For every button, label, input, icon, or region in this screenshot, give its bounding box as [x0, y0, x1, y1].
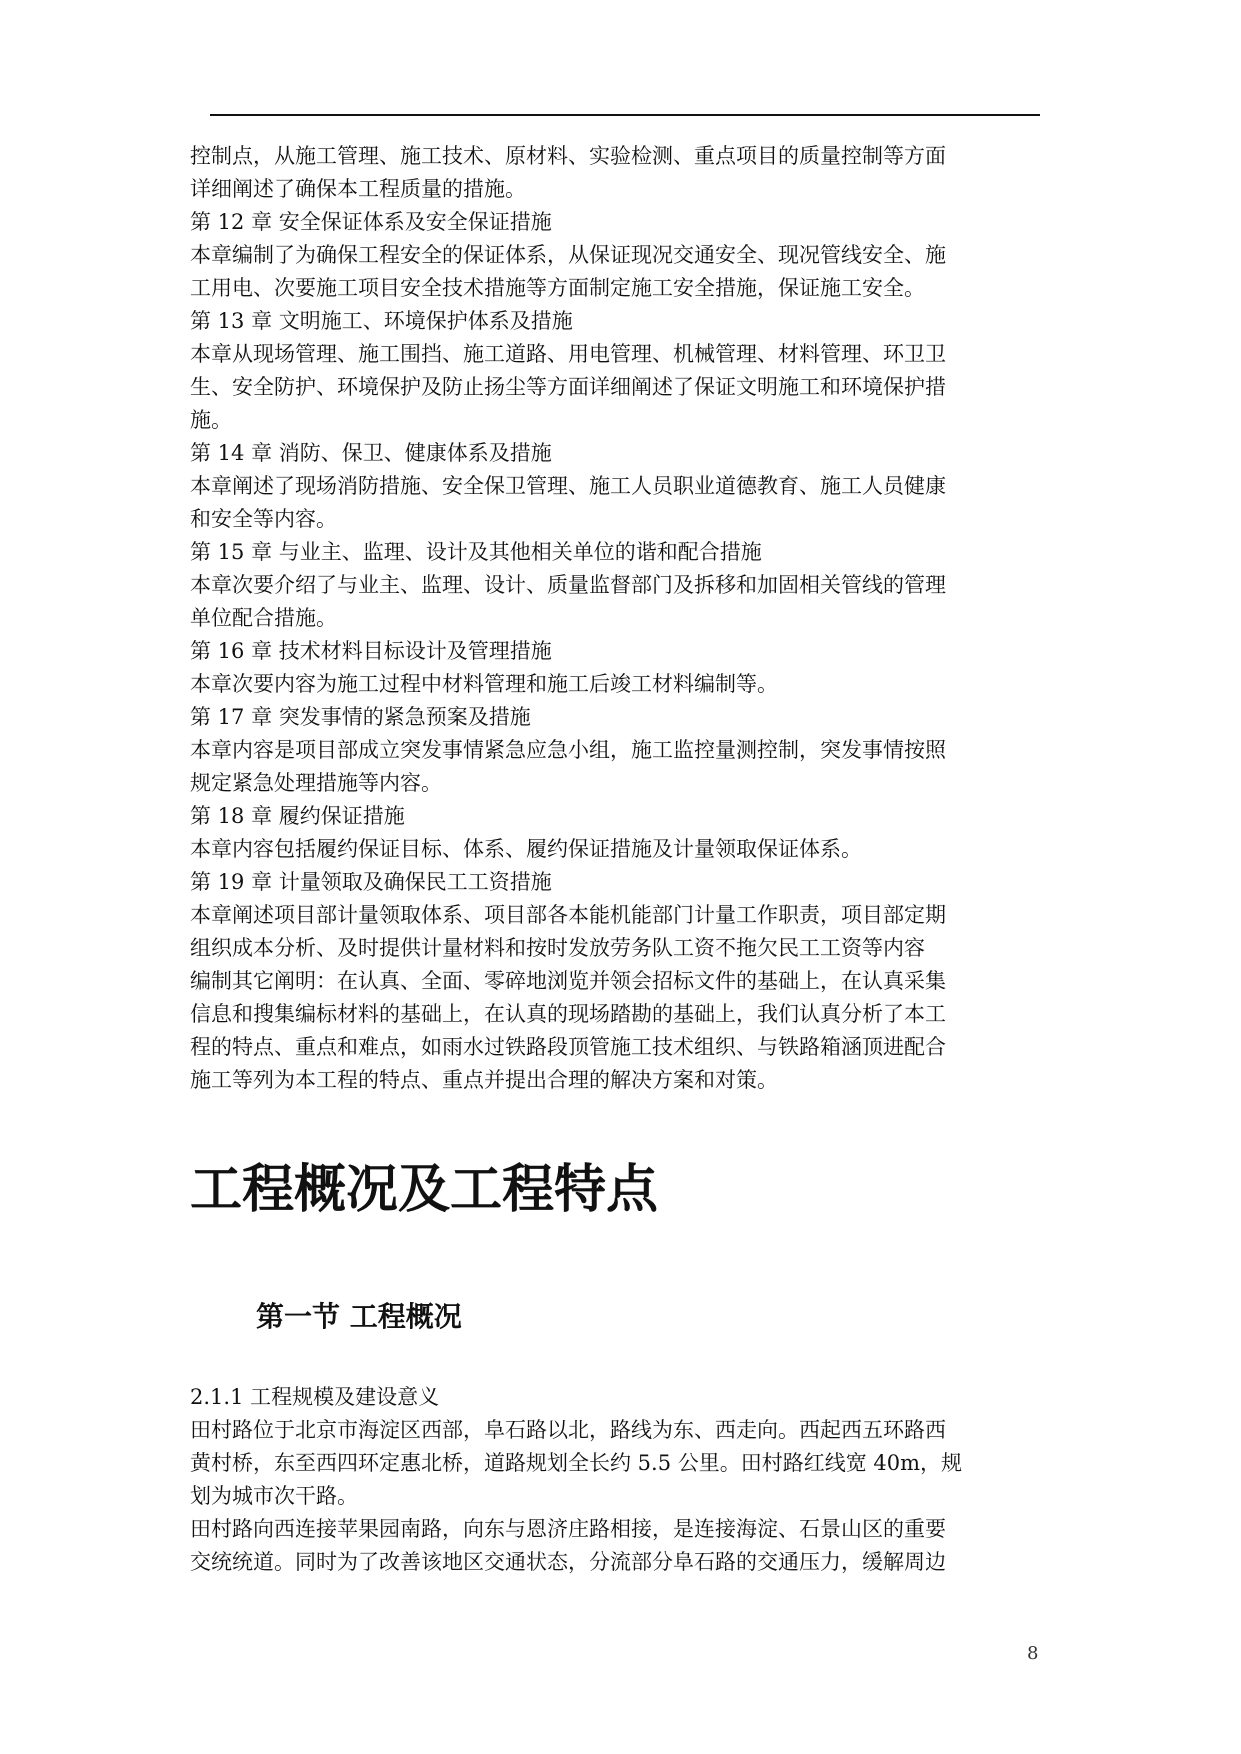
subsection-heading: 2.1.1 工程规模及建设意义	[190, 1385, 440, 1409]
chapter-heading: 第 18 章 履约保证措施	[190, 804, 405, 828]
page-title: 工程概况及工程特点	[190, 1160, 659, 1220]
text-line: 详细阐述了确保本工程质量的措施。	[190, 177, 526, 201]
text-line: 本章次要内容为施工过程中材料管理和施工后竣工材料编制等。	[190, 672, 778, 696]
header-rule	[210, 114, 1040, 116]
chapter-heading: 第 14 章 消防、保卫、健康体系及措施	[190, 441, 552, 465]
text-line: 划为城市次干路。	[190, 1484, 358, 1508]
text-line: 交统统道。同时为了改善该地区交通状态，分流部分阜石路的交通压力，缓解周边	[190, 1550, 946, 1574]
text-line: 本章阐述项目部计量领取体系、项目部各本能机能部门计量工作职责，项目部定期	[190, 903, 946, 927]
text-line: 工用电、次要施工项目安全技术措施等方面制定施工安全措施，保证施工安全。	[190, 276, 925, 300]
chapter-heading: 第 15 章 与业主、监理、设计及其他相关单位的谐和配合措施	[190, 540, 762, 564]
chapter-heading: 第 17 章 突发事情的紧急预案及措施	[190, 705, 531, 729]
text-line: 本章内容包括履约保证目标、体系、履约保证措施及计量领取保证体系。	[190, 837, 862, 861]
text-line: 编制其它阐明：在认真、全面、零碎地浏览并领会招标文件的基础上，在认真采集	[190, 969, 946, 993]
text-line: 生、安全防护、环境保护及防止扬尘等方面详细阐述了保证文明施工和环境保护措	[190, 375, 946, 399]
text-line: 控制点，从施工管理、施工技术、原材料、实验检测、重点项目的质量控制等方面	[190, 144, 946, 168]
text-line: 本章次要介绍了与业主、监理、设计、质量监督部门及拆移和加固相关管线的管理	[190, 573, 946, 597]
text-line: 信息和搜集编标材料的基础上，在认真的现场踏勘的基础上，我们认真分析了本工	[190, 1002, 946, 1026]
text-line: 施。	[190, 408, 232, 432]
text-line: 本章内容是项目部成立突发事情紧急应急小组，施工监控量测控制，突发事情按照	[190, 738, 946, 762]
text-line: 本章从现场管理、施工围挡、施工道路、用电管理、机械管理、材料管理、环卫卫	[190, 342, 946, 366]
text-line: 施工等列为本工程的特点、重点并提出合理的解决方案和对策。	[190, 1068, 778, 1092]
page-number: 8	[1027, 1643, 1039, 1664]
text-line: 规定紧急处理措施等内容。	[190, 771, 442, 795]
text-line: 本章编制了为确保工程安全的保证体系，从保证现况交通安全、现况管线安全、施	[190, 243, 946, 267]
text-line: 程的特点、重点和难点，如雨水过铁路段顶管施工技术组织、与铁路箱涵顶进配合	[190, 1035, 946, 1059]
text-line: 本章阐述了现场消防措施、安全保卫管理、施工人员职业道德教育、施工人员健康	[190, 474, 946, 498]
chapter-heading: 第 12 章 安全保证体系及安全保证措施	[190, 210, 552, 234]
chapter-heading: 第 13 章 文明施工、环境保护体系及措施	[190, 309, 573, 333]
text-line: 田村路位于北京市海淀区西部，阜石路以北，路线为东、西走向。西起西五环路西	[190, 1418, 946, 1442]
text-line: 田村路向西连接苹果园南路，向东与恩济庄路相接，是连接海淀、石景山区的重要	[190, 1517, 946, 1541]
chapter-heading: 第 19 章 计量领取及确保民工工资措施	[190, 870, 552, 894]
chapter-heading: 第 16 章 技术材料目标设计及管理措施	[190, 639, 552, 663]
body-text	[190, 140, 1060, 1097]
text-line: 黄村桥，东至西四环定惠北桥，道路规划全长约 5.5 公里。田村路红线宽 40m，规	[190, 1451, 963, 1475]
section-title: 第一节 工程概况	[256, 1300, 462, 1333]
text-line: 单位配合措施。	[190, 606, 337, 630]
section-body	[190, 1381, 1060, 1579]
text-line: 组织成本分析、及时提供计量材料和按时发放劳务队工资不拖欠民工工资等内容	[190, 936, 925, 960]
text-line: 和安全等内容。	[190, 507, 337, 531]
